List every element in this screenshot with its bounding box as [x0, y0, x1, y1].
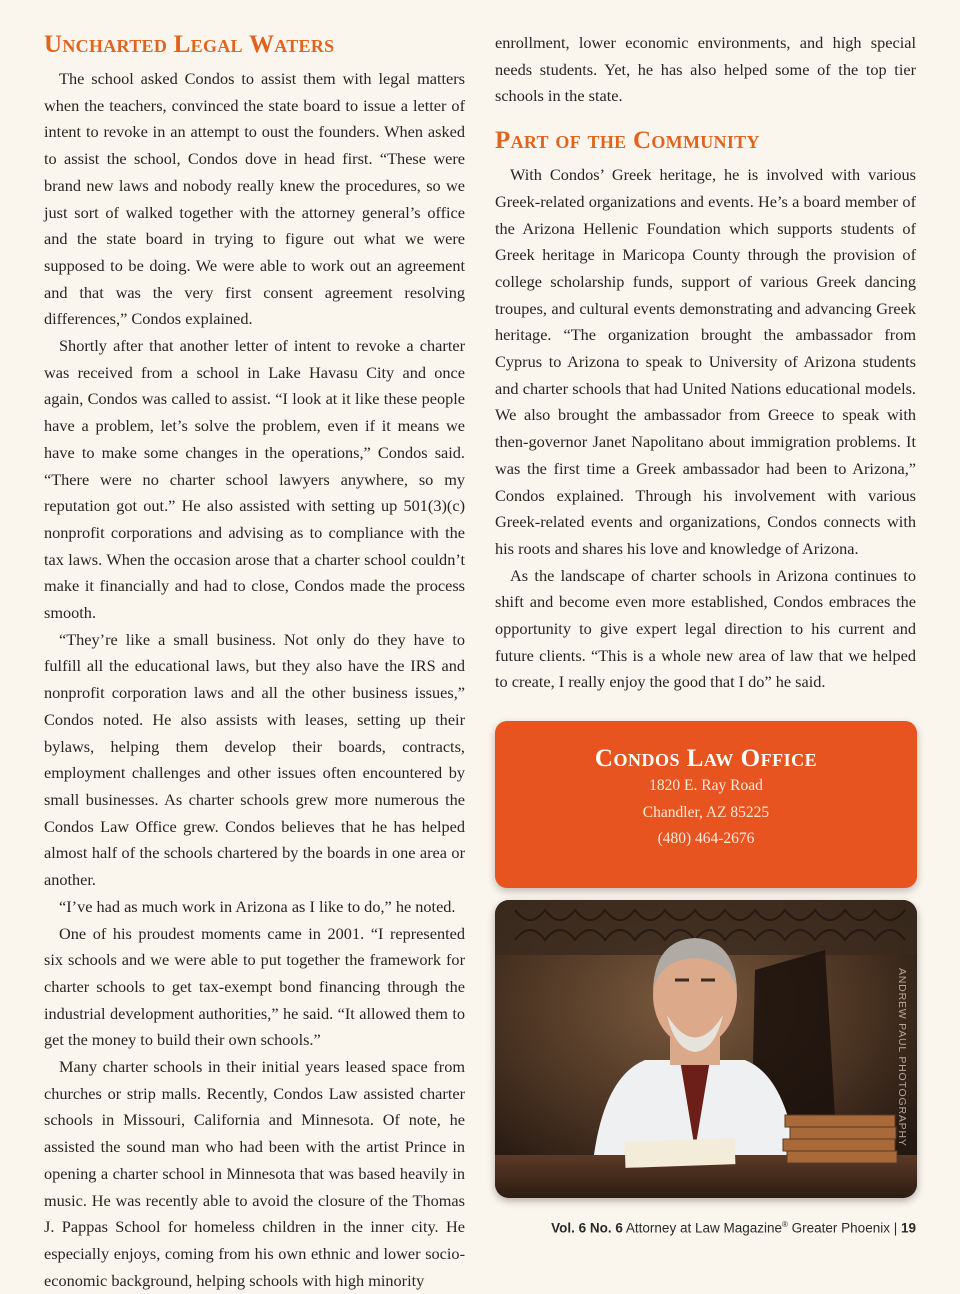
page-footer — [551, 1220, 916, 1236]
paragraph: As the landscape of charter schools in Arizona continues to shift and become even more established, Condos embraces the opportunity to give expert legal direction to his current and future clients. “This is a whole new area of law that we helped to create, I really enjoy the good that I do” he said. — [495, 565, 916, 692]
paragraph: The school asked Condos to assist them with legal matters when the teachers, convinced the state board to issue a letter of intent to revoke in an attempt to oust the founders. When asked to assist the school, Condos dove in head first. “These were brand new laws and nobody really knew the procedures, so we just sort of walked together with the attorney general’s office and the state board in trying to figure out what we were supposed to be doing. We were able to work out an agreement and that was the very first consent agreement resolving differences,” Condos explained. — [44, 69, 465, 329]
office-name: Condos Law Office — [594, 745, 818, 772]
office-phone: (480) 464-2676 — [657, 830, 755, 847]
photo-credit: ANDREW PAUL PHOTOGRAPHY — [896, 968, 908, 1147]
paragraph: Many charter schools in their initial years leased space from churches or strip malls. Recently, Condos Law assisted charter schools in Missouri, California and Minnesota. Of note, he assisted the sound man who had been with the artist Prince in opening a charter school in Minnesota that was based heavily in music. He was recently able to avoid the closure of the Thomas J. Pappas School for homeless children in the inner city. He especially enjoys, coming from his own ethnic and lower socio-economic background, helping schools with high minority — [44, 1057, 465, 1290]
footer-registered: ® — [782, 1220, 788, 1229]
office-contact-box — [495, 721, 917, 888]
paragraph: “I’ve had as much work in Arizona as I like to do,” he noted. — [59, 896, 456, 916]
office-city: Chandler, AZ 85225 — [642, 803, 770, 821]
paragraph: “They’re like a small business. Not only do they have to fulfill all the educational laws, but they also have the IRS and nonprofit corporation laws and all the other business issues,” Condos noted. He also assists with leases, setting up their bylaws, helping them develop their boards, contracts, employment challenges and other issues often encountered by small businesses. As charter schools grew more numerous the Condos Law Office grew. Condos believes that he has helped almost half of the schools chartered by the boards in one area or another. — [44, 629, 465, 890]
footer-magazine: Attorney at Law Magazine — [622, 1220, 782, 1236]
paragraph: Shortly after that another letter of intent to revoke a charter was received from a school in Lake Havasu City and once again, Condos was called to assist. “I look at it like these people have a problem, let’s solve the problem, even if it means we have to make some changes in the operations,” Condos said. “There were no charter school lawyers anywhere, so my reputation got out.” He also assisted with setting up 501(3)(c) nonprofit corporations and advising as to compliance with the tax laws. When the occasion arose that a charter school couldn’t make it financially and had to close, Condos made the process smooth. — [44, 336, 465, 623]
footer-edition: Greater Phoenix | — [787, 1220, 901, 1236]
page-number: 19 — [900, 1220, 916, 1236]
office-address: 1820 E. Ray Road — [649, 777, 763, 794]
footer-volume: Vol. 6 No. 6 — [551, 1220, 623, 1236]
section-heading-uncharted: Uncharted Legal Waters — [44, 31, 335, 58]
right-column — [495, 30, 916, 696]
paragraph: With Condos’ Greek heritage, he is involved with various Greek-related organizations and events. He’s a board member of the Arizona Hellenic Foundation which supports students of Greek heritage in Maricopa County through the provision of college scholarship funds, support of various Greek dancing troupes, and cultural events demonstrating and advancing Greek heritage. “The organization brought the ambassador from Cyprus to Arizona to speak to University of Arizona students and charter schools that had United Nations educational models. We also brought the ambassador from Greece to speak with then-governor Janet Napolitano about immigration problems. It was the first time a Greek ambassador had been to Arizona,” Condos explained. Through his involvement with various Greek-related events and organizations, Condos connects with his roots and shares his love and knowledge of Arizona. — [495, 165, 916, 558]
paragraph: One of his proudest moments came in 2001. “I represented six schools and we were able to put together the framework for charter schools to get tax-exempt bond financing through the industrial development authorities,” he said. “It allowed them to get the money to build their own schools.” — [44, 923, 465, 1050]
left-column — [44, 30, 465, 1294]
continued-paragraph: enrollment, lower economic environments, and high special needs students. Yet, he has also helped some of the top tier schools in the state. — [495, 33, 916, 106]
attorney-photo — [495, 900, 917, 1198]
section-heading-community: Part of the Community — [495, 127, 760, 155]
photo-illustration — [495, 900, 917, 1198]
